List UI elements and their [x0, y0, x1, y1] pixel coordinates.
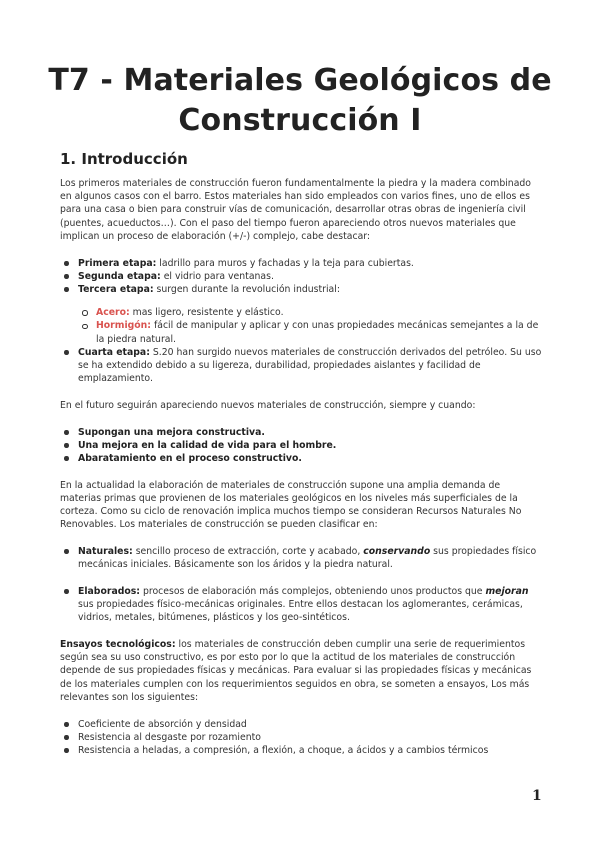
list-item: [60, 439, 544, 452]
list-item: [60, 718, 544, 731]
page-title: T7 - Materiales Geológicos de Construcción I: [48, 63, 552, 138]
list-item: [60, 452, 544, 465]
test-text: Coeficiente de absorción y densidad: [78, 718, 247, 730]
item-text: fácil de manipular y aplicar y con unas propiedades mecánicas semejantes a la de la piedra natural.: [96, 320, 539, 345]
list-item: [60, 545, 544, 571]
test-text: Resistencia al desgaste por rozamiento: [78, 731, 261, 743]
tests-label: Ensayos tecnológicos:: [60, 638, 176, 650]
list-item: [60, 257, 544, 270]
item-label: Tercera etapa:: [78, 283, 154, 295]
item-text: sus propiedades físico-mecánicas originales. Entre ellos destacan los aglomerantes, cerámicas, vidrios, metales, bitúmenes, plásticos y los geo-sintéticos.: [78, 599, 523, 624]
section-heading: 1. Introducción: [60, 150, 188, 168]
current-paragraph: En la actualidad la elaboración de materiales de construcción supone una amplia demanda de materias primas que provienen de los materiales geológicos en los niveles más superficiales de la corteza. Como su ciclo de renovación implica muchos tiempo se consideran Recursos Naturales No Renovables. Los materiales de construcción se pueden clasificar en:: [60, 479, 522, 531]
classification-list: [60, 545, 544, 625]
item-label-red: Hormigón:: [96, 320, 152, 332]
item-label: Naturales:: [78, 545, 133, 557]
item-text: mas ligero, resistente y elástico.: [129, 307, 284, 319]
item-text: sencillo proceso de extracción, corte y acabado,: [132, 545, 364, 557]
list-item: [60, 744, 544, 757]
list-item: [60, 731, 544, 744]
list-item: [60, 270, 544, 283]
item-text: surgen durante la revolución industrial:: [153, 283, 340, 295]
item-label: Primera etapa:: [78, 257, 157, 269]
tests-list: [60, 718, 544, 758]
item-label: Elaborados:: [78, 585, 141, 597]
emphasis-text: mejoran: [485, 585, 529, 597]
stages-list: [60, 257, 544, 386]
item-label-red: Acero:: [96, 307, 130, 319]
item-text: S.20 han surgido nuevos materiales de construcción derivados del petróleo. Su uso se ha extendido debido a su ligereza, durabilidad, propiedades aislantes y facilidad de emplazamiento.: [78, 346, 542, 385]
test-text: Resistencia a heladas, a compresión, a flexión, a choque, a ácidos y a cambios térmicos: [78, 744, 489, 756]
list-item: [60, 585, 544, 625]
tests-text: los materiales de construcción deben cumplir una serie de requerimientos según sea su uso constructivo, es por esto por lo que la actitud de los materiales de construcción depende de sus propiedades físicas y mecánicas. Para evaluar si las propiedades físicas y mecánicas de los materiales cumplen con los requerimientos seguidos en obra, se someten a ensayos, Los más relevantes son los siguientes:: [60, 638, 532, 703]
sub-stages-list: [78, 306, 544, 346]
item-text: ladrillo para muros y fachadas y la teja para cubiertas.: [156, 257, 414, 269]
emphasis-text: conservando: [363, 545, 431, 557]
item-label: Segunda etapa:: [78, 270, 161, 282]
list-item: [60, 346, 544, 386]
condition-text: Abaratamiento en el proceso constructivo.: [78, 452, 302, 464]
item-text: procesos de elaboración más complejos, obteniendo unos productos que: [140, 585, 486, 597]
item-text: el vidrio para ventanas.: [160, 270, 274, 282]
tests-paragraph: [60, 638, 544, 704]
sub-list-item: [78, 306, 544, 319]
intro-paragraph: Los primeros materiales de construcción fueron fundamentalmente la piedra y la madera combinado en algunos casos con el barro. Estos materiales han sido empleados con varios fines, uno de ellos es para una casa o bien para construir vías de comunicación, desarrollar otras obras de ingeniería civil (puentes, acueductos…). Con el paso del tiempo fueron apareciendo otros nuevos materiales que implican un proceso de elaboración (+/-) complejo, cabe destacar:: [60, 178, 531, 242]
item-text: sus propiedades físico mecánicas iniciales. Básicamente son los áridos y la piedra natural.: [78, 545, 537, 571]
item-label: Cuarta etapa:: [78, 346, 150, 358]
conditions-list: [60, 426, 544, 466]
sub-list-item: [78, 319, 544, 345]
future-paragraph: En el futuro seguirán apareciendo nuevos materiales de construcción, siempre y cuando:: [60, 399, 476, 411]
condition-text: Supongan una mejora constructiva.: [78, 426, 265, 438]
list-item: [60, 426, 544, 439]
page-number: 1: [532, 788, 542, 804]
document-body: [60, 177, 544, 757]
condition-text: Una mejora en la calidad de vida para el hombre.: [78, 439, 337, 451]
list-item: [60, 283, 544, 346]
